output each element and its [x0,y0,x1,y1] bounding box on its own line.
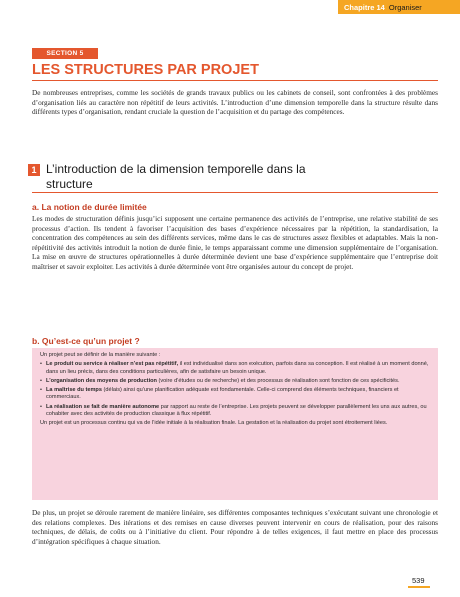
item-bold: Le produit ou service à réaliser n’est pas répétitif, [46,361,179,368]
chapter-title: Organiser [388,2,422,12]
item-text: il est individualisé dans son exécution, parfois dans sa conception. Il est réalisé à un moment donné, dans un lieu précis, dans des conditions particulières, afin de satisfaire un besoin unique. [46,361,429,375]
subheading-b: b. Qu’est-ce qu’un projet ? [32,336,140,346]
definition-item [40,404,430,419]
chapter-number: Chapitre 14 [344,2,385,12]
bullet: • [40,387,42,394]
heading-1-rule [32,192,438,193]
item-text: par rapport au reste de l’entreprise. Les projets peuvent se développer parallèlement les uns aux autres, ou cohabiter avec des activités de production classique à flux répétitif. [46,403,427,418]
definition-item [40,378,430,385]
item-text: (délais) ainsi qu’une planification adéquate est fondamentale. Celle-ci comprend des éléments techniques, financiers et commerciaux. [46,387,399,401]
intro-paragraph: De nombreuses entreprises, comme les sociétés de grands travaux publics ou les cabinets de conseil, sont confrontées à des problèmes d’organisation liés au caractère non répétitif de leurs activités. L’introduction d’une dimension temporelle dans la structure résulte dans différents types d’organisation, rendant cruciale la question de l’acquisition et du partage des compétences. [32,88,438,117]
heading-number: 1 [28,164,40,176]
page-number-rule [408,586,430,588]
section-title: LES STRUCTURES PAR PROJET [32,62,259,78]
item-bold: L’organisation des moyens de production [46,377,157,384]
paragraph-c: De plus, un projet se déroule rarement de manière linéaire, ses différentes composantes techniques s’exécutant suivant une chronologie et des relations complexes. Des itérations et des remises en cause diverses peuvent intervenir en cours de réalisation, pour des raisons techniques, de délais, de coûts ou à l’initiative du client. Pour répondre à de telles exigences, il faut mettre en place des processus d’intégration spécifiques à chaque situation. [32,508,438,546]
bullet: • [40,403,42,410]
section-tag: SECTION 5 [32,48,98,59]
item-text: (voire d’études ou de recherche) et des processus de réalisation sont fonction de ces spécificités. [156,377,400,384]
definition-box [32,348,438,500]
bullet: • [40,361,42,368]
chapter-header [338,0,460,14]
definition-closing: Un projet est un processus continu qui va de l’idée initiale à la réalisation finale. La gestation et la réalisation du projet sont étroitement liées. [40,420,388,427]
subheading-a: a. La notion de durée limitée [32,202,147,212]
section-title-rule [32,80,438,81]
heading-1-title: L’introduction de la dimension temporelle dans la structure [46,162,306,191]
item-bold: La maîtrise du temps [46,387,102,394]
item-bold: La réalisation se fait de manière autonome [46,403,160,410]
definition-item [40,361,430,376]
definition-item [40,387,430,402]
paragraph-a: Les modes de structuration définis jusqu’ici supposent une certaine permanence des activités de l’entreprise, une relative stabilité de ses processus d’action. Ils tendent à favoriser l’acquisition des bases d’expérience nécessaires par la répétition, la standardisation, la concentration des compétences au sein des différents services, même dans le cas de structures assez flexibles et adaptables. Mais la non-répétitivité des activités introduit la notion de durée finie, le temps apparaissant comme une dimension supplémentaire de l’organisation. La mise en œuvre de structures opérationnelles à durée déterminée devient une base d’expérience supplémentaire que l’entreprise doit maîtriser et savoir exploiter. Les activités à durée déterminée vont être organisées autour du concept de projet. [32,214,438,271]
page-number: 539 [412,576,425,585]
definition-lead: Un projet peut se définir de la manière suivante : [40,352,161,358]
bullet: • [40,377,42,384]
